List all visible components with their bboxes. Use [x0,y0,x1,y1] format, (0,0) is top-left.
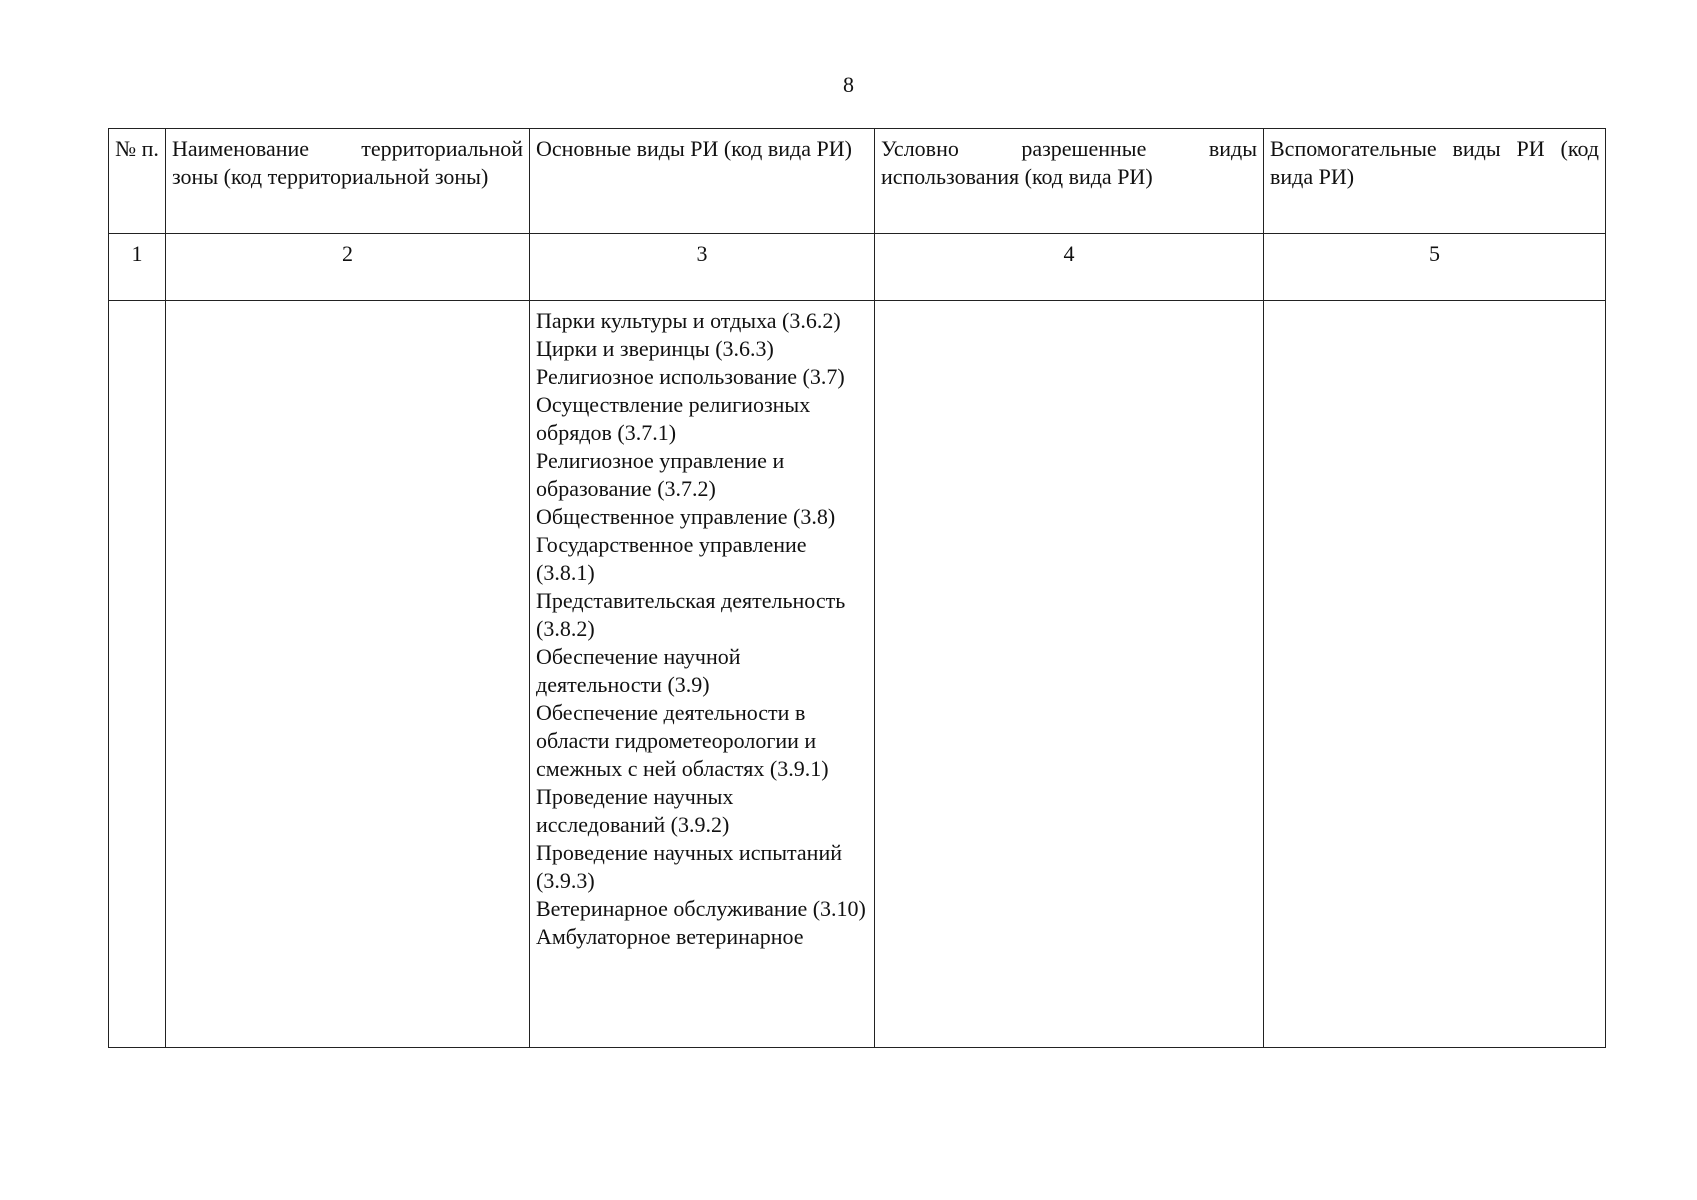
list-item: Государственное управление (3.8.1) [536,532,807,585]
column-number-4: 4 [875,234,1264,301]
list-item: Амбулаторное ветеринарное [536,924,804,949]
column-number-5: 5 [1264,234,1606,301]
main-uses-list [536,307,868,951]
column-number-1: 1 [109,234,166,301]
list-item: Цирки и зверинцы (3.6.3) [536,336,774,361]
list-item: Обеспечение научной деятельности (3.9) [536,644,741,697]
column-number-row [109,234,1606,301]
list-item: Ветеринарное обслуживание (3.10) [536,896,866,921]
list-item: Осуществление религиозных обрядов (3.7.1) [536,392,811,445]
main-uses-cell [530,301,875,1048]
column-number-2: 2 [166,234,530,301]
auxiliary-uses-cell [1264,301,1606,1048]
list-item: Проведение научных исследований (3.9.2) [536,784,734,837]
header-conditional-uses: Условно разрешенные виды использования (код вида РИ) [875,129,1264,234]
header-main-uses: Основные виды РИ (код вида РИ) [530,129,875,234]
list-item: Религиозное управление и образование (3.7.2) [536,448,785,501]
column-number-3: 3 [530,234,875,301]
header-auxiliary-uses: Вспомогательные виды РИ (код вида РИ) [1264,129,1606,234]
page-number: 8 [843,72,854,97]
list-item: Проведение научных испытаний (3.9.3) [536,840,842,893]
row-number-cell [109,301,166,1048]
header-row [109,129,1606,234]
list-item: Религиозное использование (3.7) [536,364,845,389]
list-item: Общественное управление (3.8) [536,504,836,529]
list-item: Парки культуры и отдыха (3.6.2) [536,308,841,333]
land-use-table [108,128,1606,1048]
header-zone-name: Наименование территориальной зоны (код территориальной зоны) [166,129,530,234]
table-row [109,301,1606,1048]
list-item: Обеспечение деятельности в области гидрометеорологии и смежных с ней областях (3.9.1) [536,700,829,781]
header-number: № п. [109,129,166,234]
conditional-uses-cell [875,301,1264,1048]
zone-name-cell [166,301,530,1048]
list-item: Представительская деятельность (3.8.2) [536,588,846,641]
